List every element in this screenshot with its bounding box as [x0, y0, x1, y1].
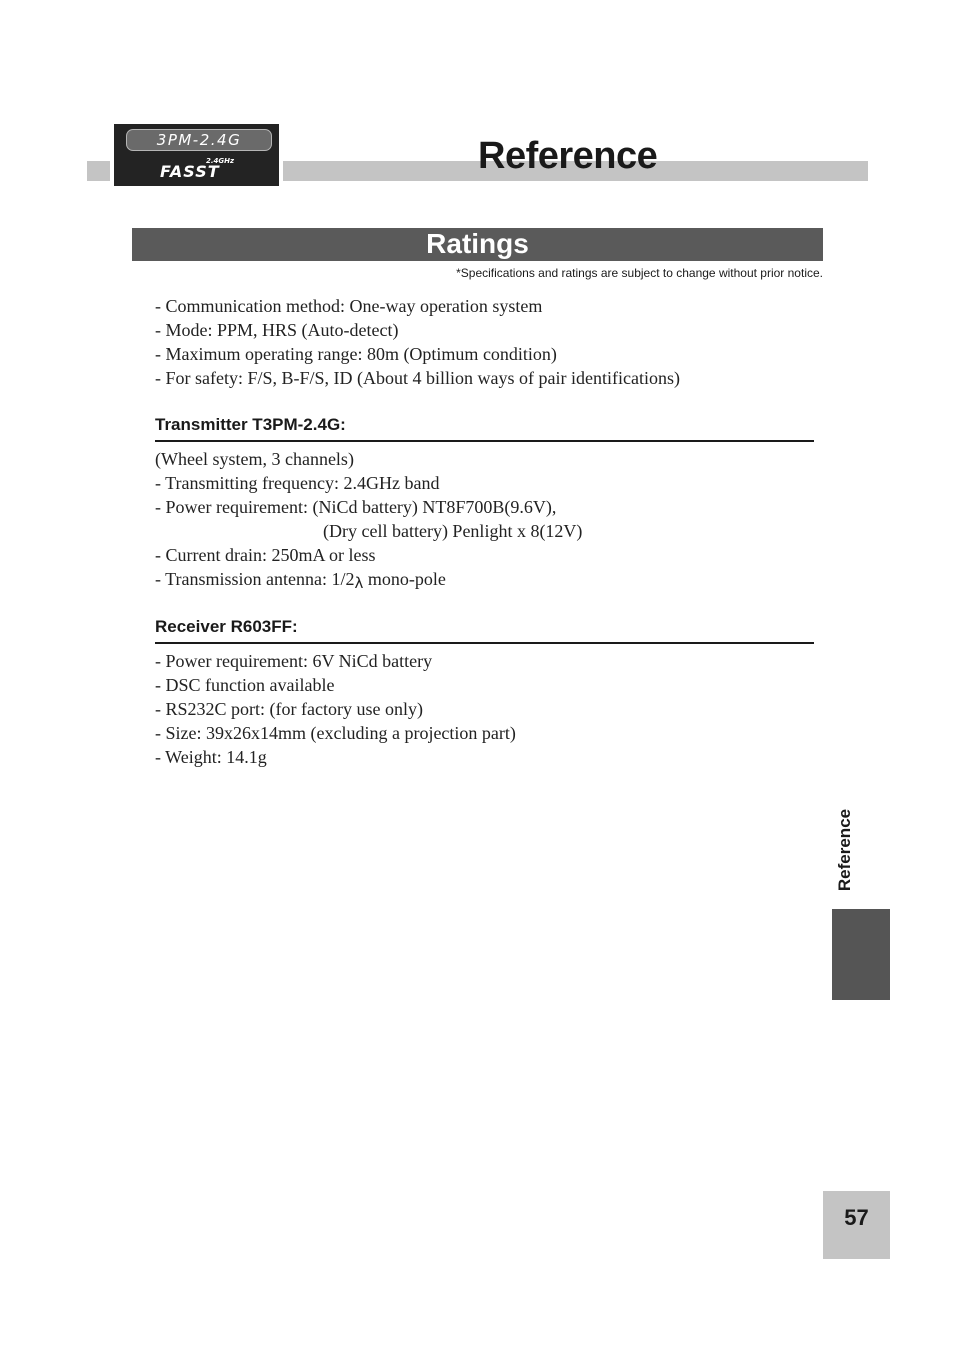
side-tab-marker [832, 909, 890, 1000]
list-item: - RS232C port: (for factory use only) [155, 699, 423, 719]
antenna-suffix: mono-pole [363, 569, 446, 589]
list-item: - DSC function available [155, 675, 335, 695]
list-item: - Size: 39x26x14mm (excluding a projection part) [155, 723, 516, 743]
receiver-spec-list [155, 649, 516, 769]
side-tab-text: Reference [835, 808, 854, 892]
list-item: - Transmitting frequency: 2.4GHz band [155, 473, 440, 493]
logo-brand-mark: FASST [160, 162, 220, 181]
product-logo [110, 124, 283, 186]
lambda-symbol: λ [354, 574, 364, 592]
transmitter-heading: Transmitter T3PM-2.4G: [155, 413, 814, 442]
page-number: 57 [823, 1191, 890, 1259]
list-item: (Wheel system, 3 channels) [155, 449, 354, 469]
transmitter-spec-list [155, 447, 582, 592]
list-item: - Power requirement: 6V NiCd battery [155, 651, 433, 671]
list-item-antenna [155, 567, 582, 592]
antenna-prefix: - Transmission antenna: 1/2 [155, 569, 355, 589]
list-item: - Mode: PPM, HRS (Auto-detect) [155, 320, 399, 340]
side-tab-label [831, 798, 859, 902]
logo-band-label: 2.4GHz [206, 157, 235, 165]
section-header [132, 228, 823, 261]
list-item: - Power requirement: (NiCd battery) NT8F700B(9.6V), [155, 497, 557, 517]
list-item: - Current drain: 250mA or less [155, 545, 376, 565]
list-item: (Dry cell battery) Penlight x 8(12V) [323, 521, 583, 541]
list-item: - Communication method: One-way operation system [155, 296, 543, 316]
list-item: - Maximum operating range: 80m (Optimum condition) [155, 344, 557, 364]
page-title: Reference [478, 135, 658, 177]
list-item: - Weight: 14.1g [155, 747, 267, 767]
general-spec-list [155, 294, 680, 390]
spec-notice: *Specifications and ratings are subject to change without prior notice. [456, 266, 823, 280]
receiver-heading: Receiver R603FF: [155, 615, 814, 644]
logo-model-badge: 3PM-2.4G [126, 129, 272, 151]
list-item: - For safety: F/S, B-F/S, ID (About 4 billion ways of pair identifications) [155, 368, 680, 388]
section-title: Ratings [426, 228, 529, 259]
